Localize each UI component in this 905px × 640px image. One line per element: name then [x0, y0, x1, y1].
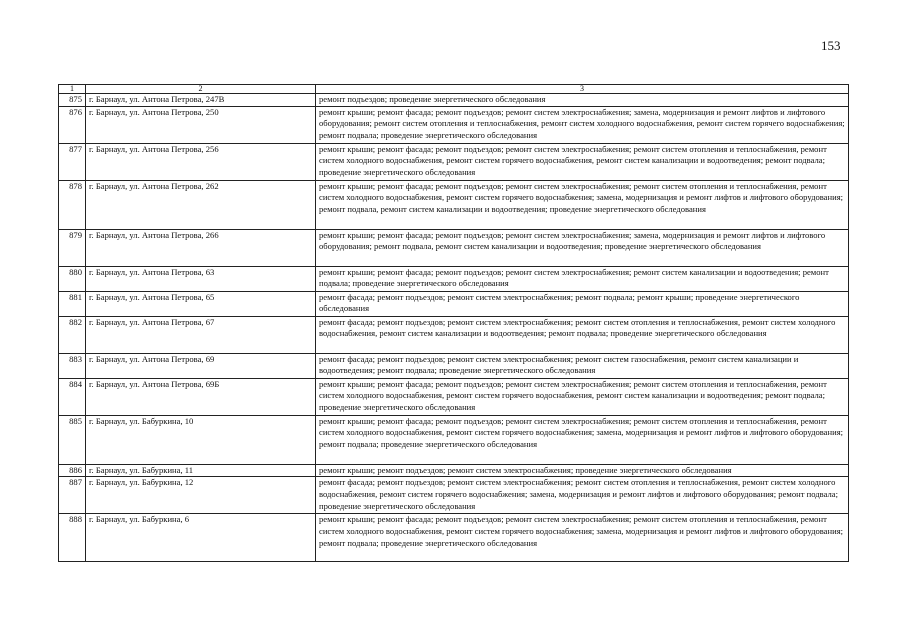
row-address: г. Барнаул, ул. Антона Петрова, 69 — [86, 353, 316, 378]
row-number: 886 — [59, 464, 86, 477]
repair-registry-table — [58, 84, 849, 562]
header-col-3: 3 — [316, 85, 849, 94]
row-works: ремонт фасада; ремонт подъездов; ремонт систем электроснабжения; ремонт систем газоснабжения, ремонт систем канализации и водоотведения; ремонт подвала; проведение энергетического обследования — [316, 353, 849, 378]
row-works: ремонт крыши; ремонт подъездов; ремонт систем электроснабжения; проведение энергетического обследования — [316, 464, 849, 477]
row-works: ремонт крыши; ремонт фасада; ремонт подъездов; ремонт систем электроснабжения; ремонт систем канализации и водоотведения; ремонт подвала; проведение энергетического обследования — [316, 266, 849, 291]
table-row — [59, 316, 849, 353]
row-works: ремонт крыши; ремонт фасада; ремонт подъездов; ремонт систем электроснабжения; замена, модернизация и ремонт лифтов и лифтового оборудования; ремонт систем отопления и теплоснабжения, ремонт систем холодного водоснабжения, ремонт систем горячего водоснабжения; ремонт подвала; проведение энергетического обследования — [316, 106, 849, 143]
row-works: ремонт крыши; ремонт фасада; ремонт подъездов; ремонт систем электроснабжения; ремонт систем отопления и теплоснабжения, ремонт систем холодного водоснабжения, ремонт систем горячего водоснабжения, ремонт систем канализации и водоотведения; ремонт подвала; проведение энергетического обследования — [316, 143, 849, 180]
row-address: г. Барнаул, ул. Антона Петрова, 63 — [86, 266, 316, 291]
row-address: г. Барнаул, ул. Бабуркина, 11 — [86, 464, 316, 477]
table-row — [59, 291, 849, 316]
row-works: ремонт фасада; ремонт подъездов; ремонт систем электроснабжения; ремонт систем отопления и теплоснабжения, ремонт систем холодного водоснабжения, ремонт систем канализации и водоотведения; ремонт подвала; проведение энергетического обследования — [316, 316, 849, 353]
table-row — [59, 106, 849, 143]
row-address: г. Барнаул, ул. Бабуркина, 12 — [86, 477, 316, 514]
row-number: 880 — [59, 266, 86, 291]
row-number: 881 — [59, 291, 86, 316]
table-row — [59, 180, 849, 229]
row-address: г. Барнаул, ул. Бабуркина, 10 — [86, 415, 316, 464]
row-number: 882 — [59, 316, 86, 353]
row-works: ремонт крыши; ремонт фасада; ремонт подъездов; ремонт систем электроснабжения; ремонт систем отопления и теплоснабжения, ремонт систем холодного водоснабжения, ремонт систем горячего водоснабжения; замена, модернизация и ремонт лифтов и лифтового оборудования; ремонт подвала; проведение энергетического обследования — [316, 415, 849, 464]
table-row — [59, 266, 849, 291]
table-row — [59, 378, 849, 415]
row-works: ремонт крыши; ремонт фасада; ремонт подъездов; ремонт систем электроснабжения; замена, модернизация и ремонт лифтов и лифтового оборудования; ремонт подвала, ремонт систем канализации и водоотведения; проведение энергетического обследования — [316, 229, 849, 266]
column-number-row — [59, 85, 849, 94]
row-address: г. Барнаул, ул. Антона Петрова, 256 — [86, 143, 316, 180]
row-works: ремонт фасада; ремонт подъездов; ремонт систем электроснабжения; ремонт систем отопления и теплоснабжения, ремонт систем холодного водоснабжения, ремонт систем горячего водоснабжения; замена, модернизация и ремонт лифтов и лифтового оборудования; ремонт подвала; проведение энергетического обследования — [316, 477, 849, 514]
table-row — [59, 415, 849, 464]
row-number: 878 — [59, 180, 86, 229]
table-row — [59, 514, 849, 562]
row-number: 885 — [59, 415, 86, 464]
row-address: г. Барнаул, ул. Антона Петрова, 262 — [86, 180, 316, 229]
table-row — [59, 353, 849, 378]
row-address: г. Барнаул, ул. Антона Петрова, 69Б — [86, 378, 316, 415]
row-works: ремонт крыши; ремонт фасада; ремонт подъездов; ремонт систем электроснабжения; ремонт систем отопления и теплоснабжения, ремонт систем холодного водоснабжения, ремонт систем горячего водоснабжения; замена, модернизация и ремонт лифтов и лифтового оборудования; ремонт подвала, ремонт систем канализации и водоотведения; проведение энергетического обследования — [316, 180, 849, 229]
row-works: ремонт подъездов; проведение энергетического обследования — [316, 94, 849, 107]
row-address: г. Барнаул, ул. Антона Петрова, 67 — [86, 316, 316, 353]
row-number: 876 — [59, 106, 86, 143]
row-number: 879 — [59, 229, 86, 266]
row-number: 887 — [59, 477, 86, 514]
table-row — [59, 94, 849, 107]
page-number: 153 — [821, 38, 841, 53]
header-col-2: 2 — [86, 85, 316, 94]
row-address: г. Барнаул, ул. Антона Петрова, 250 — [86, 106, 316, 143]
table-row — [59, 143, 849, 180]
row-address: г. Барнаул, ул. Антона Петрова, 65 — [86, 291, 316, 316]
row-address: г. Барнаул, ул. Антона Петрова, 247В — [86, 94, 316, 107]
row-works: ремонт крыши; ремонт фасада; ремонт подъездов; ремонт систем электроснабжения; ремонт систем отопления и теплоснабжения, ремонт систем холодного водоснабжения, ремонт систем горячего водоснабжения, ремонт систем канализации и водоотведения; ремонт подвала; проведение энергетического обследования — [316, 378, 849, 415]
row-number: 884 — [59, 378, 86, 415]
row-number: 877 — [59, 143, 86, 180]
row-number: 875 — [59, 94, 86, 107]
row-address: г. Барнаул, ул. Антона Петрова, 266 — [86, 229, 316, 266]
row-number: 883 — [59, 353, 86, 378]
row-address: г. Барнаул, ул. Бабуркина, 6 — [86, 514, 316, 562]
table-row — [59, 464, 849, 477]
header-col-1: 1 — [59, 85, 86, 94]
row-works: ремонт фасада; ремонт подъездов; ремонт систем электроснабжения; ремонт подвала; ремонт крыши; проведение энергетического обследования — [316, 291, 849, 316]
table-row — [59, 477, 849, 514]
row-number: 888 — [59, 514, 86, 562]
table-row — [59, 229, 849, 266]
row-works: ремонт крыши; ремонт фасада; ремонт подъездов; ремонт систем электроснабжения; ремонт систем отопления и теплоснабжения, ремонт систем холодного водоснабжения, ремонт систем горячего водоснабжения; замена, модернизация и ремонт лифтов и лифтового оборудования; ремонт подвала; проведение энергетического обследования — [316, 514, 849, 562]
